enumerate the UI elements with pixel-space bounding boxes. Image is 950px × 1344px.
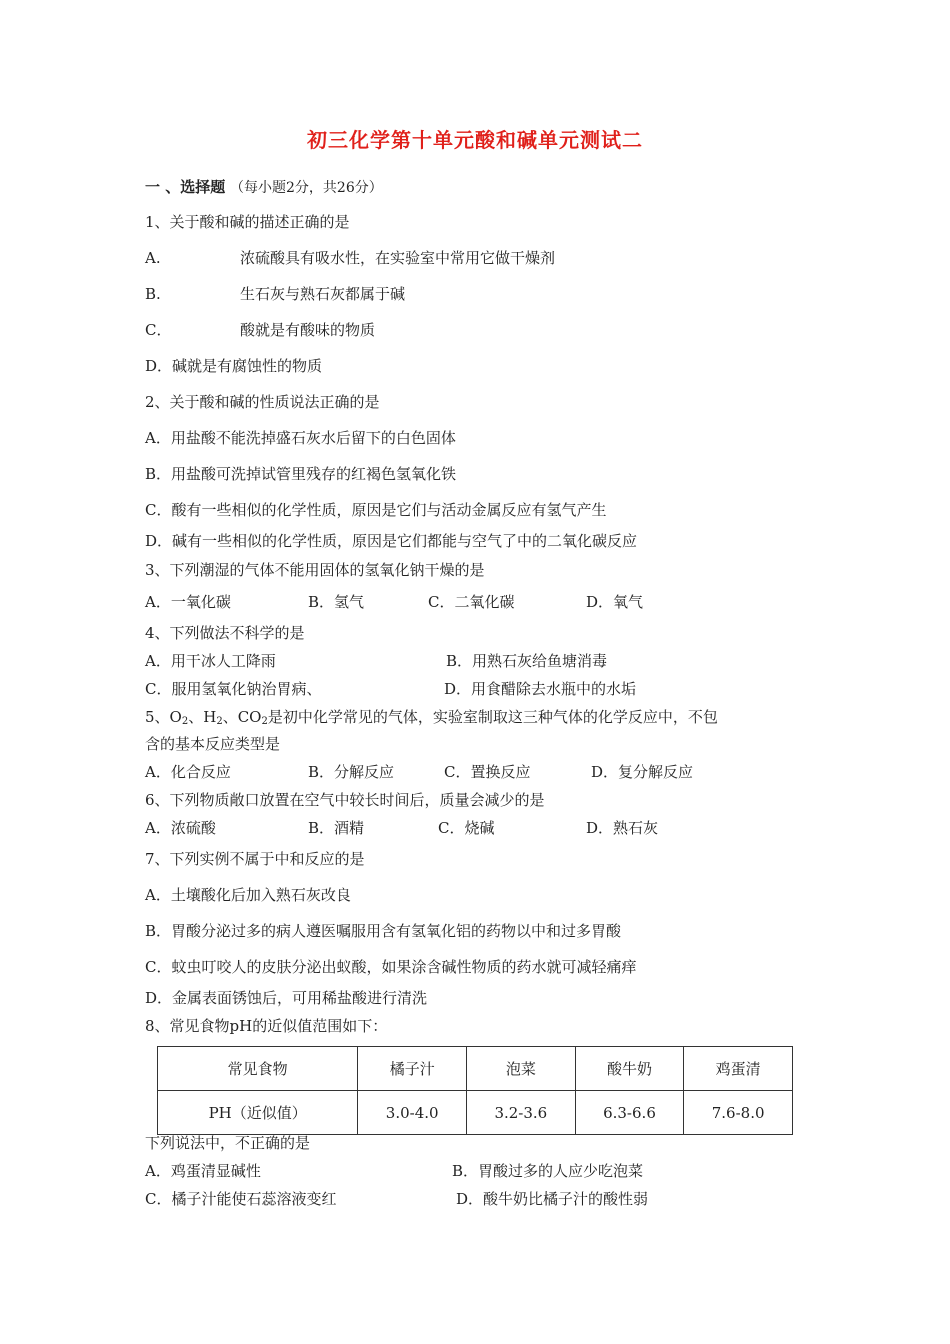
q1-option-d: D．碱就是有腐蚀性的物质 [145,357,323,375]
option: B．氢气 [308,593,365,611]
option-letter: C． [145,321,172,339]
q8-options-row2 [145,1189,649,1209]
table-cell: 常见食物 [158,1047,358,1091]
q1-option-a [145,248,556,268]
section-heading [145,177,383,198]
page-title: 初三化学第十单元酸和碱单元测试二 [307,128,643,152]
option: D．用食醋除去水瓶中的水垢 [444,680,637,698]
table-cell: 7.6-8.0 [684,1091,793,1135]
q3-options [145,592,644,612]
q4-options-row1 [145,651,608,671]
table-cell: 酸牛奶 [575,1047,684,1091]
q2-option-c: C．酸有一些相似的化学性质，原因是它们与活动金属反应有氢气产生 [145,501,607,519]
option: D．氧气 [586,593,644,611]
option: C．服用氢氧化钠治胃病、 [145,680,322,698]
section-label: 一 、选择题 [145,178,226,196]
question-8-followup: 下列说法中，不正确的是 [145,1134,311,1152]
option: B．胃酸过多的人应少吃泡菜 [452,1162,644,1180]
question-4-stem: 4、下列做法不科学的是 [145,624,305,642]
q7-option-c: C．蚊虫叮咬人的皮肤分泌出蚁酸，如果涂含碱性物质的药水就可减轻痛痒 [145,958,637,976]
table-header-row [158,1047,793,1091]
option: D．复分解反应 [591,763,694,781]
table-cell: 橘子汁 [358,1047,467,1091]
q1-option-c [145,320,376,340]
question-1-stem: 1、关于酸和碱的描述正确的是 [145,213,350,231]
option: B．用熟石灰给鱼塘消毒 [446,652,608,670]
table-cell: 泡菜 [467,1047,576,1091]
option: D．酸牛奶比橘子汁的酸性弱 [456,1190,649,1208]
q6-options [145,818,659,838]
table-cell: 3.2-3.6 [467,1091,576,1135]
table-cell: PH（近似值） [158,1091,358,1135]
section-note: （每小题2分，共26分） [230,180,383,196]
q7-option-b: B．胃酸分泌过多的病人遵医嘱服用含有氢氧化铝的药物以中和过多胃酸 [145,922,622,940]
q2-option-a: A．用盐酸不能洗掉盛石灰水后留下的白色固体 [145,429,456,447]
option-letter: A. [145,249,161,267]
question-3-stem: 3、下列潮湿的气体不能用固体的氢氧化钠干燥的是 [145,561,485,579]
option-text: 浓硫酸具有吸水性，在实验室中常用它做干燥剂 [240,249,556,267]
option-text: 生石灰与熟石灰都属于碱 [240,285,406,303]
option: B．酒精 [308,819,365,837]
table-cell: 6.3-6.6 [575,1091,684,1135]
option: C．橘子汁能使石蕊溶液变红 [145,1190,337,1208]
question-7-stem: 7、下列实例不属于中和反应的是 [145,850,365,868]
q1-option-b [145,284,406,304]
option: C．二氧化碳 [428,593,515,611]
option: A．浓硫酸 [145,819,216,837]
q5-options [145,762,694,782]
question-6-stem: 6、下列物质敞口放置在空气中较长时间后，质量会减少的是 [145,791,545,809]
option: B．分解反应 [308,763,395,781]
question-8-stem: 8、常见食物pH的近似值范围如下： [145,1017,388,1035]
q4-options-row2 [145,679,637,699]
option-text: 酸就是有酸味的物质 [240,321,376,339]
q2-option-b: B．用盐酸可洗掉试管里残存的红褐色氢氧化铁 [145,465,457,483]
question-5-stem-line2: 含的基本反应类型是 [145,735,281,753]
option: A．一氧化碳 [145,593,231,611]
q7-option-d: D．金属表面锈蚀后，可用稀盐酸进行清洗 [145,989,428,1007]
ph-table [157,1046,793,1135]
q8-options-row1 [145,1161,644,1181]
question-2-stem: 2、关于酸和碱的性质说法正确的是 [145,393,380,411]
option: D．熟石灰 [586,819,659,837]
q2-option-d: D．碱有一些相似的化学性质，原因是它们都能与空气了中的二氧化碳反应 [145,532,638,550]
table-cell: 鸡蛋清 [684,1047,793,1091]
option-letter: B. [145,285,161,303]
table-row [158,1091,793,1135]
question-5-stem: 5、$O_2$、$H_2$、$CO_2$是初中化学常见的气体，实验室制取这三种气体的化学反应中，不包 [145,708,718,727]
option: C．置换反应 [444,763,531,781]
q7-option-a: A．土壤酸化后加入熟石灰改良 [145,886,351,904]
option: A．用干冰人工降雨 [145,652,276,670]
option: A．鸡蛋清显碱性 [145,1162,261,1180]
option: A．化合反应 [145,763,231,781]
option: C．烧碱 [438,819,495,837]
table-cell: 3.0-4.0 [358,1091,467,1135]
